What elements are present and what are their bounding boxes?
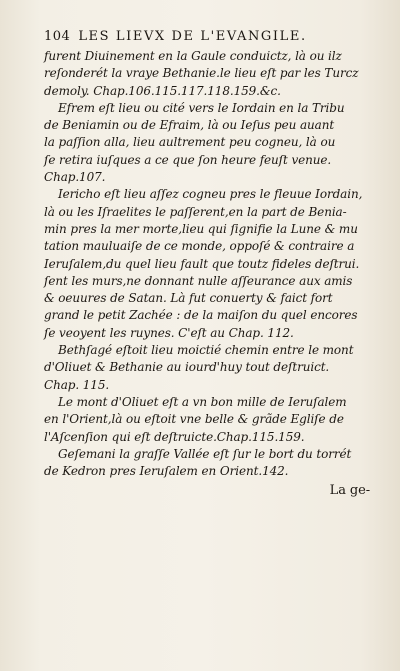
text-line: demoly. Chap.106.115.117.118.159.&c. [44,83,281,98]
text-line: Efrem eſt lieu ou cité vers le Iordain en la Tribu [58,100,345,115]
text-line: grand le petit Zachée : de la maiſon du quel encores [44,308,358,323]
text-line: min pres la mer morte,lieu qui ſignifie la Lune & mu [44,221,358,236]
text-line: d'Oliuet & Bethanie au iourd'huy tout deſtruict. [44,360,330,375]
running-title: LES LIEVX DE L'EVANGILE. [78,29,307,44]
text-line: Bethſagé eſtoit lieu moictié chemin entre le mont [58,343,354,358]
text-line: de Kedron pres Ieruſalem en Orient.142. [44,464,289,479]
text-line: l'Aſcenſion qui eſt deſtruicte.Chap.115.159. [44,429,305,444]
text-line: en l'Orient,là ou eſtoit vne belle & grãde Egliſe de [44,412,344,427]
text-line: Le mont d'Oliuet eſt a vn bon mille de Ieruſalem [58,394,347,409]
text-line: ſe retira iuſques a ce que ſon heure feuſt venue. [44,152,332,167]
text-line: Chap. 115. [44,377,110,392]
text-line: la paſſion alla, lieu aultrement peu cogneu, là ou [44,135,336,150]
text-line: ſent les murs,ne donnant nulle aſſeurance aux amis [44,273,353,288]
text-line: Ieruſalem,du quel lieu fault que toutz fideles deſtrui. [44,256,360,271]
text-line: tation mauluaiſe de ce monde, oppoſé & contraire a [44,239,355,254]
text-line: là ou les Iſraelites le paſſerent,en la part de Benia- [44,204,347,219]
text-line: ſe veoyent les ruynes. C'eſt au Chap. 112. [44,325,294,340]
text-line: Geſemani la graſſe Vallée eſt ſur le bort du torrét [58,446,352,461]
page-text-block [44,28,374,500]
text-line: & oeuures de Satan. Là fut conuerty & faict fort [44,291,333,306]
catchword: La ge- [329,483,370,499]
text-line: furent Diuinement en la Gaule conduictz, là ou ilz [44,49,342,63]
page-number: 104 [44,29,71,44]
text-line: Chap.107. [44,170,106,185]
running-header [44,28,374,46]
text-line: de Beniamin ou de Efraim, là ou Ieſus peu auant [44,118,335,133]
body-text [44,48,374,480]
text-line: reſonderét la vraye Bethanie.le lieu eſt par les Turcz [44,66,359,81]
text-line: Iericho eſt lieu aſſez cogneu pres le fleuue Iordain, [58,187,363,202]
